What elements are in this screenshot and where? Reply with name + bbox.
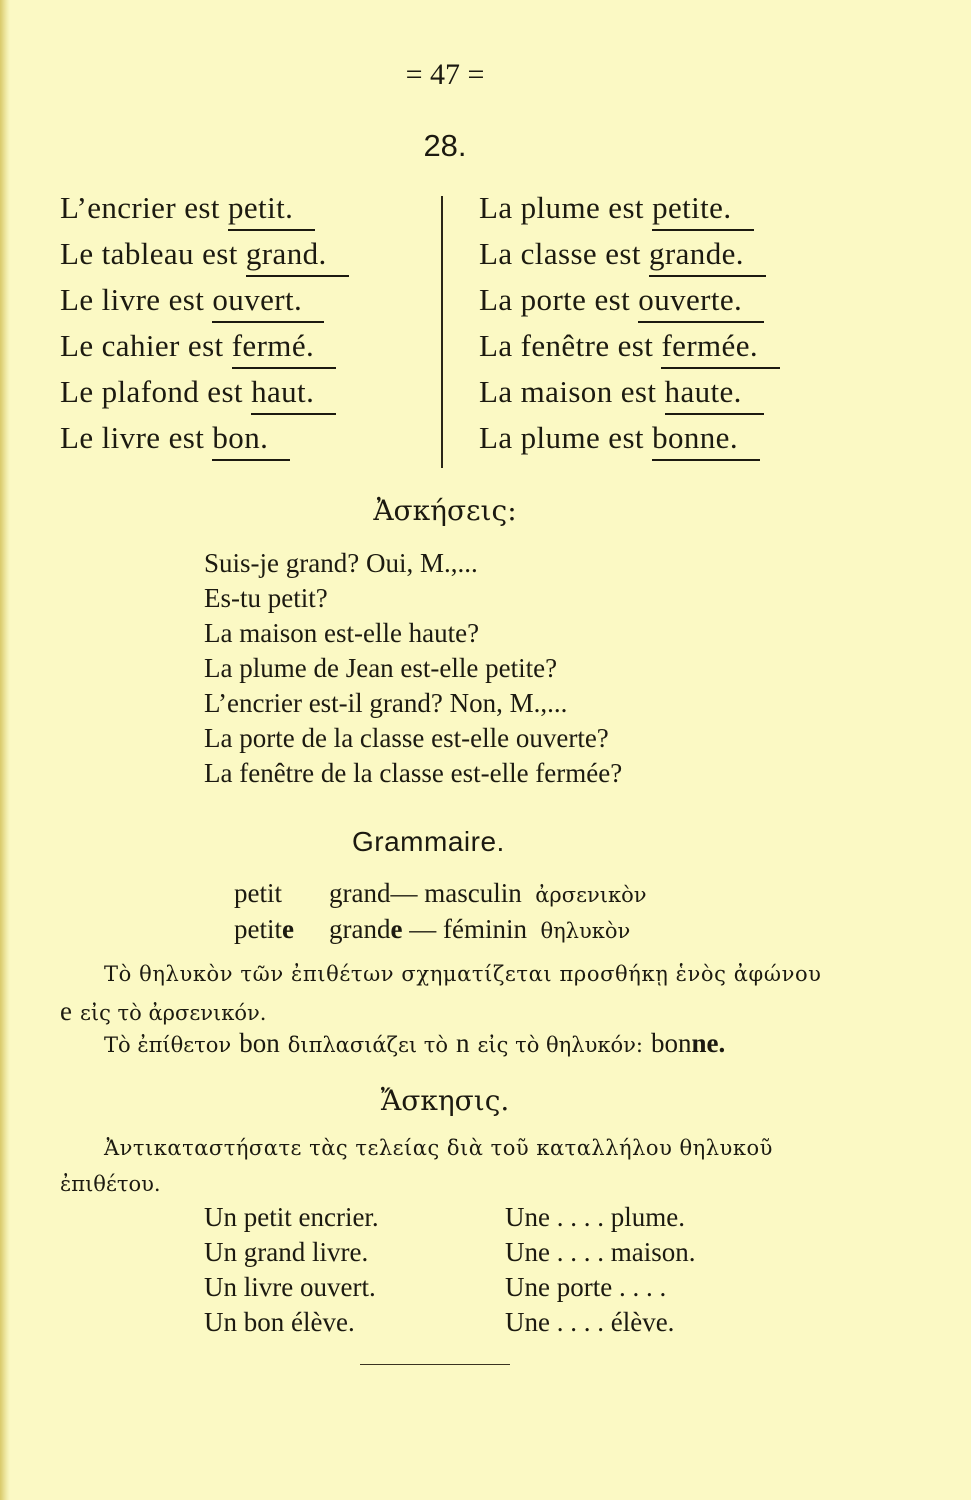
question: La porte de la classe est-elle ouverte? bbox=[204, 723, 609, 753]
bottom-rule bbox=[360, 1364, 510, 1365]
underlined-adjective: fermé. bbox=[232, 328, 336, 369]
question: L’encrier est-il grand? Non, M.,... bbox=[204, 688, 568, 718]
underlined-adjective: bonne. bbox=[652, 420, 760, 461]
exercise-blank-item: Une . . . . maison. bbox=[505, 1237, 696, 1267]
page-number: = 47 = bbox=[405, 58, 485, 91]
grammar-rule: Τὸ ἐπίθετον bon διπλασιάζει τὸ n εἰς τὸ θηλυκόν: bonne. bbox=[104, 1028, 726, 1058]
underlined-adjective: haut. bbox=[251, 374, 336, 415]
right-sentence: La plume est bonne. bbox=[479, 420, 738, 461]
left-sentence: Le cahier est fermé. bbox=[60, 328, 314, 369]
column-divider bbox=[441, 196, 443, 468]
left-sentence: L’encrier est petit. bbox=[60, 190, 293, 231]
left-sentence: Le tableau est grand. bbox=[60, 236, 327, 277]
grammar-feminine-word: petite bbox=[234, 914, 294, 944]
exercise-item: Un bon élève. bbox=[204, 1307, 355, 1337]
question: La fenêtre de la classe est-elle fermée? bbox=[204, 758, 623, 788]
underlined-adjective: bon. bbox=[212, 420, 290, 461]
right-sentence: La maison est haute. bbox=[479, 374, 742, 415]
exercise-item: Un livre ouvert. bbox=[204, 1272, 376, 1302]
left-sentence: Le livre est ouvert. bbox=[60, 282, 302, 323]
grammar-feminine-line: grande — féminin θηλυκὸν bbox=[329, 914, 631, 944]
right-sentence: La classe est grande. bbox=[479, 236, 744, 277]
underlined-adjective: petite. bbox=[652, 190, 753, 231]
underlined-adjective: petit. bbox=[228, 190, 315, 231]
left-sentence: Le plafond est haut. bbox=[60, 374, 314, 415]
exercises-heading: Ἀσκήσεις: bbox=[373, 494, 517, 527]
question: Es-tu petit? bbox=[204, 583, 328, 613]
underlined-adjective: haute. bbox=[665, 374, 764, 415]
right-sentence: La plume est petite. bbox=[479, 190, 732, 231]
question: Suis-je grand? Oui, M.,... bbox=[204, 548, 478, 578]
exercise-blank-item: Une porte . . . . bbox=[505, 1272, 667, 1302]
question: La plume de Jean est-elle petite? bbox=[204, 653, 558, 683]
exercise-item: Un grand livre. bbox=[204, 1237, 369, 1267]
page-edge bbox=[0, 0, 10, 1500]
exercise-blank-item: Une . . . . plume. bbox=[505, 1202, 685, 1232]
grammar-masculine-word: petit bbox=[234, 878, 282, 908]
exercise-item: Un petit encrier. bbox=[204, 1202, 379, 1232]
lesson-number: 28. bbox=[423, 128, 467, 163]
grammar-rule: Τὸ θηλυκὸν τῶν ἐπιθέτων σχηματίζεται προσθήκῃ ἑνὸς ἀφώνου bbox=[104, 962, 822, 986]
right-sentence: La porte est ouverte. bbox=[479, 282, 742, 323]
exercise-heading: Ἄσκησις. bbox=[380, 1084, 510, 1117]
underlined-adjective: ouverte. bbox=[638, 282, 764, 323]
underlined-adjective: grand. bbox=[246, 236, 349, 277]
left-sentence: Le livre est bon. bbox=[60, 420, 268, 461]
exercise-instruction: Ἀντικαταστήσατε τὰς τελείας διὰ τοῦ καταλλήλου θηλυκοῦ bbox=[104, 1136, 773, 1160]
underlined-adjective: fermée. bbox=[661, 328, 780, 369]
grammar-rule-continuation: e εἰς τὸ ἀρσενικόν. bbox=[60, 996, 267, 1026]
grammar-masculine-line: grand— masculin ἀρσενικὸν bbox=[329, 878, 647, 908]
underlined-adjective: grande. bbox=[649, 236, 766, 277]
right-sentence: La fenêtre est fermée. bbox=[479, 328, 758, 369]
grammar-title: Grammaire. bbox=[352, 826, 505, 857]
underlined-adjective: ouvert. bbox=[212, 282, 324, 323]
question: La maison est-elle haute? bbox=[204, 618, 480, 648]
exercise-instruction-continuation: ἐπιθέτου. bbox=[60, 1172, 161, 1196]
exercise-blank-item: Une . . . . élève. bbox=[505, 1307, 675, 1337]
